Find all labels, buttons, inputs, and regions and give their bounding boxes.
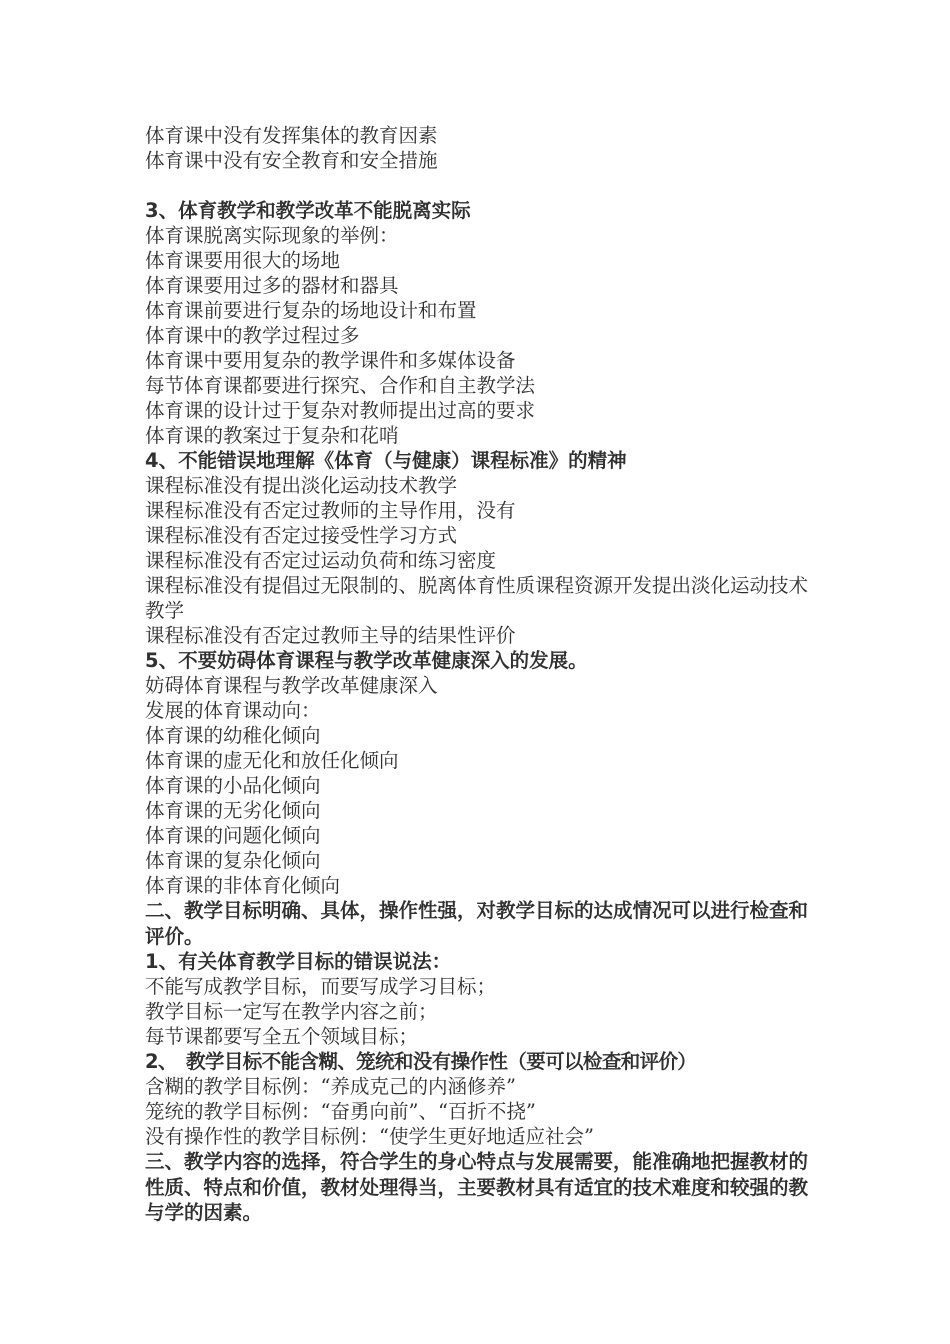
text-line: 体育课中要用复杂的教学课件和多媒体设备 bbox=[145, 349, 516, 372]
text-line: 体育课前要进行复杂的场地设计和布置 bbox=[145, 299, 477, 322]
text-line: 体育课的教案过于复杂和花哨 bbox=[145, 424, 399, 447]
text-paragraph: 课程标准没有提倡过无限制的、脱离体育性质课程资源开发提出淡化运动技术教学 bbox=[145, 574, 809, 622]
text-line: 体育课的幼稚化倾向 bbox=[145, 724, 321, 747]
document-body bbox=[145, 123, 815, 1226]
section-heading: 5、不要妨碍体育课程与教学改革健康深入的发展。 bbox=[145, 649, 588, 672]
text-line: 课程标准没有否定过教师主导的结果性评价 bbox=[145, 624, 516, 647]
text-line: 体育课中的教学过程过多 bbox=[145, 324, 360, 347]
text-line: 体育课的小品化倾向 bbox=[145, 774, 321, 797]
text-line: 不能写成教学目标，而要写成学习目标； bbox=[145, 975, 497, 998]
text-line: 体育课的无劣化倾向 bbox=[145, 799, 321, 822]
text-line: 课程标准没有提出淡化运动技术教学 bbox=[145, 474, 458, 497]
section-heading: 3、体育教学和教学改革不能脱离实际 bbox=[145, 199, 471, 222]
section-heading: 1、有关体育教学目标的错误说法： bbox=[145, 950, 452, 973]
text-line: 体育课的复杂化倾向 bbox=[145, 849, 321, 872]
text-line: 发展的体育课动向： bbox=[145, 699, 321, 722]
text-line: 体育课要用过多的器材和器具 bbox=[145, 274, 399, 297]
text-line: 课程标准没有否定过教师的主导作用，没有 bbox=[145, 499, 516, 522]
section-heading: 4、不能错误地理解《体育（与健康）课程标准》的精神 bbox=[145, 449, 627, 472]
text-line: 教学目标一定写在教学内容之前； bbox=[145, 1000, 438, 1023]
text-line: 含糊的教学目标例：“养成克己的内涵修养” bbox=[145, 1075, 516, 1098]
text-line: 体育课的问题化倾向 bbox=[145, 824, 321, 847]
text-line: 课程标准没有否定过运动负荷和练习密度 bbox=[145, 549, 497, 572]
section-heading: 二、教学目标明确、具体，操作性强，对教学目标的达成情况可以进行检查和评价。 bbox=[145, 899, 809, 948]
text-line: 体育课要用很大的场地 bbox=[145, 249, 341, 272]
text-line: 妨碍体育课程与教学改革健康深入 bbox=[145, 674, 438, 697]
blank-line bbox=[145, 173, 815, 198]
text-line: 笼统的教学目标例：“奋勇向前”、“百折不挠” bbox=[145, 1100, 536, 1123]
text-line: 体育课脱离实际现象的举例： bbox=[145, 224, 399, 247]
text-line: 体育课的虚无化和放任化倾向 bbox=[145, 749, 399, 772]
text-line: 课程标准没有否定过接受性学习方式 bbox=[145, 524, 458, 547]
text-line: 每节体育课都要进行探究、合作和自主教学法 bbox=[145, 374, 536, 397]
text-line: 体育课中没有发挥集体的教育因素 bbox=[145, 124, 438, 147]
text-line: 体育课的设计过于复杂对教师提出过高的要求 bbox=[145, 399, 536, 422]
section-heading: 三、教学内容的选择，符合学生的身心特点与发展需要，能准确地把握教材的性质、特点和价值，教材处理得当，主要教材具有适宜的技术难度和较强的教与学的因素。 bbox=[145, 1150, 809, 1224]
text-line: 没有操作性的教学目标例：“使学生更好地适应社会” bbox=[145, 1125, 594, 1148]
text-line: 体育课中没有安全教育和安全措施 bbox=[145, 149, 438, 172]
section-heading: 2、 教学目标不能含糊、笼统和没有操作性（要可以检查和评价） bbox=[145, 1050, 697, 1073]
text-line: 每节课都要写全五个领域目标； bbox=[145, 1025, 419, 1048]
text-line: 体育课的非体育化倾向 bbox=[145, 874, 341, 897]
